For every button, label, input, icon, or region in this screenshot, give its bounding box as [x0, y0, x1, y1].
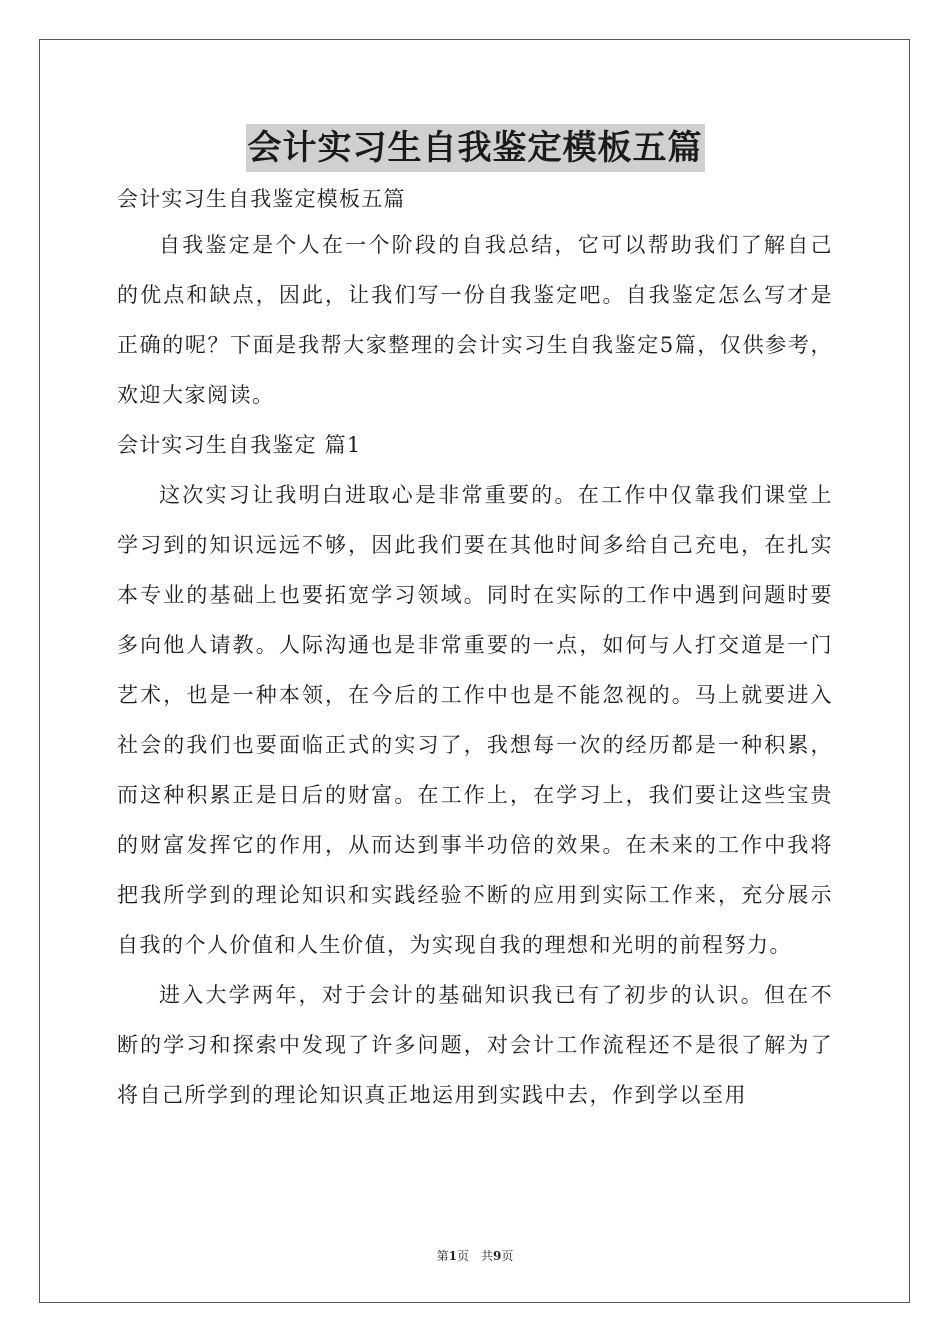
footer-page-total: 9: [493, 1249, 502, 1263]
document-body: [117, 178, 833, 1120]
page-footer: [0, 1247, 950, 1264]
intro-paragraph: 自我鉴定是个人在一个阶段的自我总结，它可以帮助我们了解自己的优点和缺点，因此，让我们写一份自我鉴定吧。自我鉴定怎么写才是正确的呢？下面是我帮大家整理的会计实习生自我鉴定5篇，仅供参考，欢迎大家阅读。: [117, 233, 833, 407]
footer-suffix: 页: [501, 1249, 514, 1263]
footer-mid: 页 共: [456, 1249, 493, 1263]
body-paragraph-1: 这次实习让我明白进取心是非常重要的。在工作中仅靠我们课堂上学习到的知识远远不够，因此我们要在其他时间多给自己充电，在扎实本专业的基础上也要拓宽学习领域。同时在实际的工作中遇到问题时要多向他人请教。人际沟通也是非常重要的一点，如何与人打交道是一门艺术，也是一种本领，在今后的工作中也是不能忽视的。马上就要进入社会的我们也要面临正式的实习了，我想每一次的经历都是一种积累，而这种积累正是日后的财富。在工作上，在学习上，我们要让这些宝贵的财富发挥它的作用，从而达到事半功倍的效果。在未来的工作中我将把我所学到的理论知识和实践经验不断的应用到实际工作来，充分展示自我的个人价值和人生价值，为实现自我的理想和光明的前程努力。: [117, 483, 833, 957]
document-title: 会计实习生自我鉴定模板五篇: [246, 124, 705, 172]
document-subtitle: 会计实习生自我鉴定模板五篇: [117, 187, 406, 211]
footer-prefix: 第: [436, 1249, 449, 1263]
body-paragraph-2: 进入大学两年，对于会计的基础知识我已有了初步的认识。但在不断的学习和探索中发现了许多问题，对会计工作流程还不是很了解为了将自己所学到的理论知识真正地运用到实践中去，作到学以至用: [117, 983, 833, 1107]
title-container: [0, 124, 950, 172]
footer-page-current: 1: [448, 1249, 457, 1263]
section-heading: 会计实习生自我鉴定 篇1: [117, 433, 362, 457]
